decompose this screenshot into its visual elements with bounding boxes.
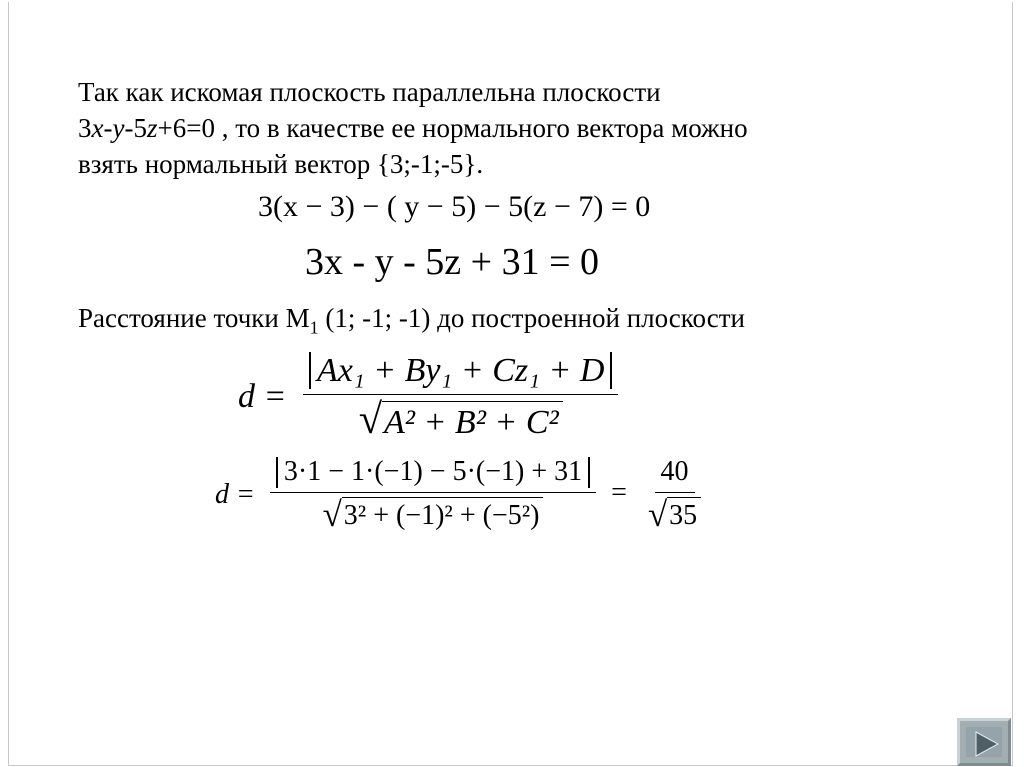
result-denominator-wrap (642, 493, 707, 534)
intro-line-1: Так как искомая плоскость параллельна плоскости (78, 77, 661, 107)
result-denominator: 35 (667, 497, 701, 532)
next-slide-button[interactable] (957, 718, 1011, 766)
radical-icon: √ (322, 495, 342, 534)
op-minus: - (103, 113, 113, 143)
radical-icon: √ (358, 396, 383, 443)
formula-denominator: A² + B² + C² (382, 401, 563, 442)
coef-3: 3 (78, 113, 92, 143)
formula-numerator: Ax₁ + By₁ + Cz₁ + D (309, 352, 612, 389)
equation-plane-point-normal: 3(x − 3) − ( y − 5) − 5(z − 7) = 0 (258, 190, 651, 223)
numeric-lhs: d = (215, 479, 255, 510)
formula-numerator-wrap (303, 352, 618, 395)
numeric-numerator-wrap (270, 456, 596, 493)
sqrt-symbol-3 (648, 497, 701, 532)
paragraph-intro (78, 74, 748, 182)
numeric-denominator-wrap (317, 493, 550, 534)
var-x: x (91, 113, 104, 143)
sqrt-symbol (358, 396, 563, 443)
numeric-fraction (270, 456, 596, 534)
numeric-denominator: 3² + (−1)² + (−5²) (342, 497, 544, 532)
point-subscript: 1 (309, 317, 319, 338)
paragraph-distance (78, 300, 745, 345)
result-numerator: 40 (655, 456, 695, 493)
distance-formula-numeric (215, 456, 707, 534)
distance-text-post: (1; -1; -1) до построенной плоскости (318, 303, 745, 333)
numeric-equals: = (611, 477, 627, 509)
distance-formula-general (238, 352, 618, 442)
intro-line-2-rest: +6=0 , то в качестве ее нормального вектора можно (157, 113, 748, 143)
intro-line-3: взять нормальный вектор {3;-1;-5}. (78, 149, 484, 179)
radical-icon: √ (647, 495, 668, 534)
formula-lhs: d = (238, 378, 287, 415)
var-y: y (112, 113, 125, 143)
sqrt-symbol-2 (323, 497, 544, 532)
var-z: z (146, 113, 158, 143)
formula-fraction (303, 352, 618, 442)
coef-minus5: -5 (124, 113, 147, 143)
numeric-numerator: 3·1 − 1·(−1) − 5·(−1) + 31 (276, 457, 590, 488)
formula-denominator-wrap (353, 395, 569, 442)
result-fraction (642, 456, 707, 534)
play-triangle-icon (974, 731, 1000, 757)
distance-text-pre: Расстояние точки М (78, 303, 310, 333)
intro-line-2 (78, 110, 748, 146)
equation-plane-general: 3x - y - 5z + 31 = 0 (305, 241, 600, 283)
